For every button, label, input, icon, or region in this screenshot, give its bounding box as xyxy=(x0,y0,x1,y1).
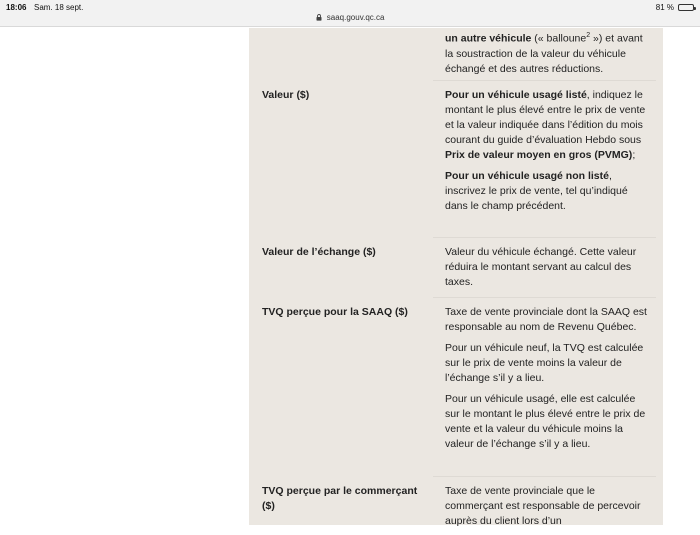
battery-percent: 81 % xyxy=(655,3,674,12)
value-text: Pour un véhicule usagé, elle est calculée sur le montant le plus élevé entre le prix de vente et la valeur du véhicule moins la valeur de l’échange s’il y a lieu. xyxy=(445,393,646,450)
url-text: saaq.gouv.qc.ca xyxy=(326,13,385,22)
value-paragraph xyxy=(445,245,650,290)
status-right xyxy=(656,3,694,12)
value-text: Pour un véhicule neuf, la TVQ est calculée sur le prix de vente moins la valeur de l’échange s’il y a lieu. xyxy=(445,342,644,384)
row-divider xyxy=(433,237,656,238)
value-text: Pour un véhicule usagé listé xyxy=(445,89,587,101)
row-value xyxy=(445,28,650,83)
value-paragraph xyxy=(445,484,650,529)
row-divider xyxy=(433,476,656,477)
row-divider xyxy=(433,80,656,81)
value-text: un autre véhicule xyxy=(445,32,532,45)
value-text: ; xyxy=(632,149,636,161)
row-label: Valeur ($) xyxy=(262,89,310,101)
status-time: 18:06 xyxy=(6,3,27,12)
row-value xyxy=(445,305,650,458)
value-text: (« balloune xyxy=(531,32,587,45)
battery-icon xyxy=(678,4,694,11)
value-text: , indiquez le montant le plus élevé entre le prix de vente et la valeur indiquée dans l’édition du mois courant du guide d’évaluation Hebdo sous xyxy=(445,89,646,146)
ios-status-bar xyxy=(0,0,700,27)
value-text: , inscrivez le prix de vente, tel qu’indiqué dans le champ précédent. xyxy=(445,170,628,212)
value-paragraph xyxy=(445,28,650,77)
row-label: Valeur de l’échange ($) xyxy=(262,246,376,258)
row-label: TVQ perçue par le commerçant ($) xyxy=(262,485,418,512)
row-value xyxy=(445,484,650,535)
row-divider xyxy=(433,297,656,298)
value-paragraph xyxy=(445,88,650,163)
value-text: 2 xyxy=(586,32,591,39)
value-paragraph xyxy=(445,169,650,214)
value-column xyxy=(663,28,700,525)
value-paragraph xyxy=(445,341,650,386)
value-text: Taxe de vente provinciale que le commerçant est responsable de percevoir auprès du client lors d’un xyxy=(445,485,641,527)
value-paragraph xyxy=(445,392,650,452)
row-value xyxy=(445,88,650,220)
address-bar[interactable] xyxy=(0,13,700,22)
value-text: ») et avant la soustraction de la valeur du véhicule échangé et des autres réductions. xyxy=(445,32,643,75)
status-date: Sam. 18 sept. xyxy=(34,3,84,12)
value-text: Valeur du véhicule échangé. Cette valeur réduira le montant servant au calcul des taxes. xyxy=(445,246,637,288)
row-label: TVQ perçue pour la SAAQ ($) xyxy=(262,306,408,318)
row-value xyxy=(445,245,650,296)
value-text: Pour un véhicule usagé non listé xyxy=(445,170,609,182)
value-text: Prix de valeur moyen en gros (PVMG) xyxy=(445,149,633,161)
value-text: Taxe de vente provinciale dont la SAAQ est responsable au nom de Revenu Québec. xyxy=(445,306,647,333)
value-paragraph xyxy=(445,305,650,335)
page-content xyxy=(0,28,700,525)
lock-icon xyxy=(316,14,322,21)
